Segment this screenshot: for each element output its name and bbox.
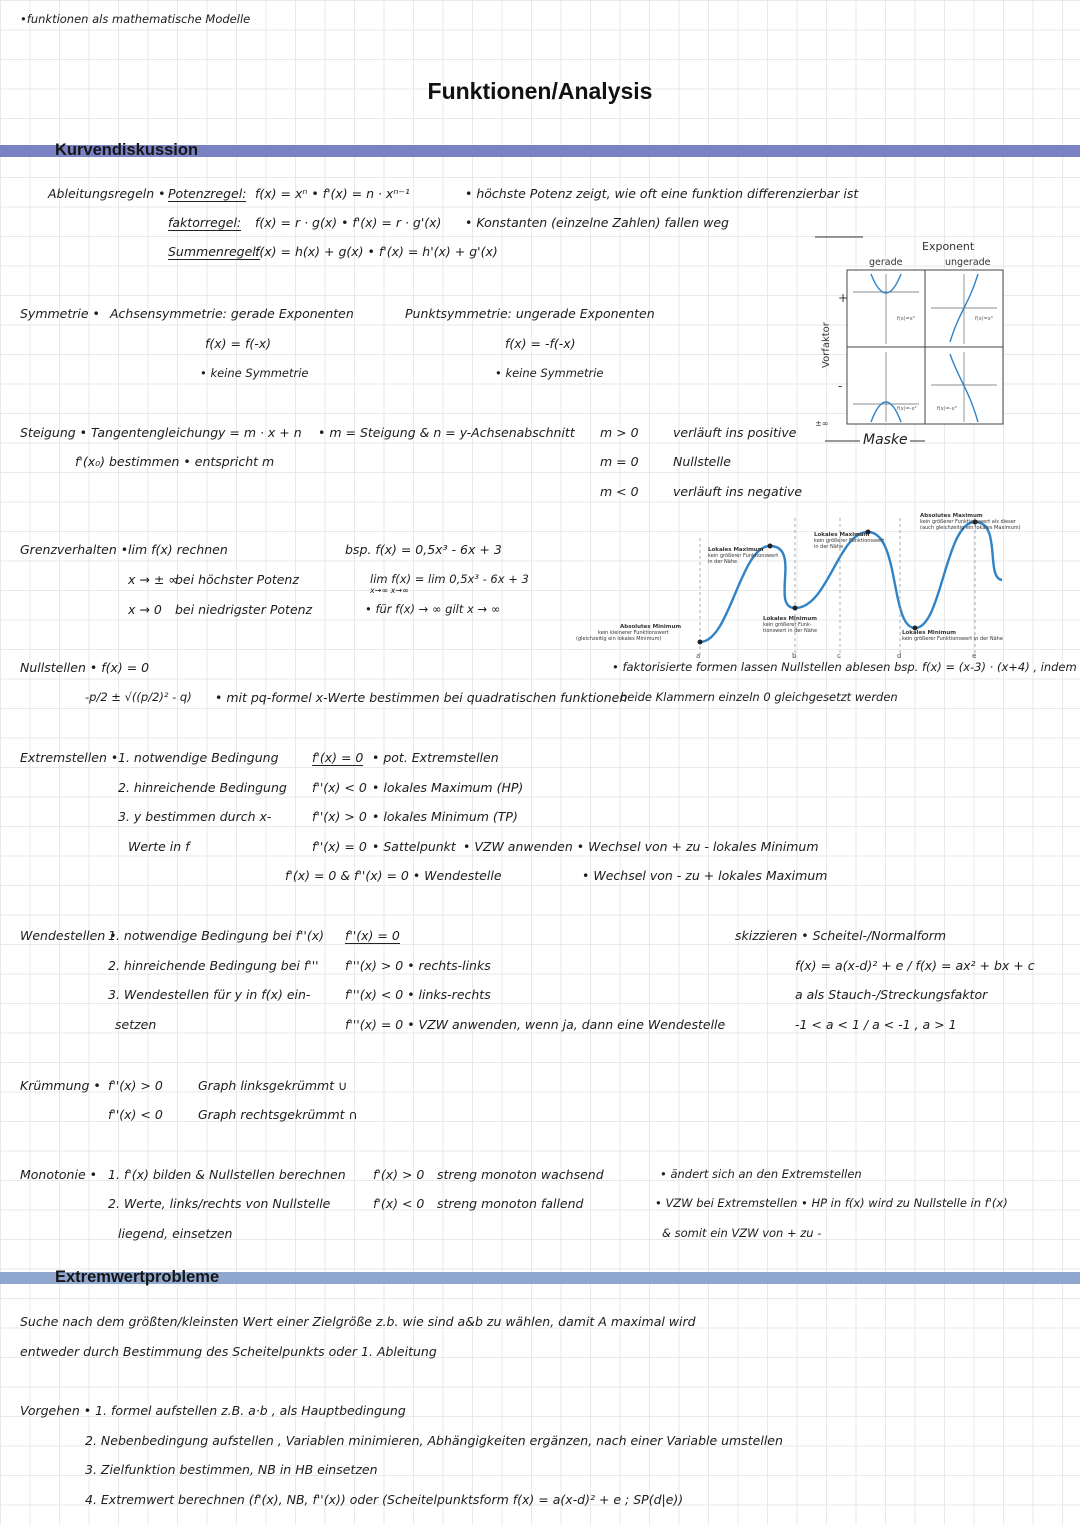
label-desc: in der Nähe bbox=[814, 544, 844, 550]
label-desc: kein größerer Funktionswert bbox=[814, 538, 885, 544]
rule-formula: f(x) = r · g(x) • f'(x) = r · g'(x) bbox=[255, 215, 442, 230]
figure-caption: Maske bbox=[863, 432, 908, 448]
kruemmung-label: Krümmung • bbox=[20, 1078, 101, 1093]
label-desc: (gleichzeitig ein lokales Minimum) bbox=[576, 636, 662, 642]
extrem-step: 3. y bestimmen durch x- bbox=[118, 809, 272, 824]
steigung-label: Steigung • Tangentengleichung bbox=[20, 425, 219, 440]
wende-cond: f'''(x) < 0 • links-rechts bbox=[345, 987, 491, 1002]
grenz-line1: lim f(x) rechnen bbox=[128, 542, 228, 557]
monotonie-note: & somit ein VZW von + zu - bbox=[662, 1226, 822, 1240]
extremwert-step: Vorgehen • 1. formel aufstellen z.B. a·b , als Hauptbedingung bbox=[20, 1403, 406, 1418]
axis-label: a bbox=[696, 652, 701, 660]
vorfaktor-inf: ±∞ bbox=[815, 419, 829, 428]
kruemmung-cond: f''(x) < 0 bbox=[108, 1107, 163, 1122]
label-desc: kein größerer Funk- bbox=[763, 622, 812, 628]
wende-cond: f''(x) = 0 bbox=[345, 928, 400, 943]
steigung-case: Nullstelle bbox=[673, 454, 731, 469]
tangent-explain: • m = Steigung & n = y-Achsenabschnitt bbox=[318, 425, 575, 440]
wende-step: 1. notwendige Bedingung bei f''(x) bbox=[108, 928, 324, 943]
axis-label: c bbox=[837, 652, 841, 660]
monotonie-text: streng monoton wachsend bbox=[437, 1167, 604, 1182]
grenz-example: bsp. f(x) = 0,5x³ - 6x + 3 bbox=[345, 542, 502, 557]
extrem-cond-text: • Sattelpunkt bbox=[372, 839, 456, 854]
label-desc: tionswert in der Nähe bbox=[763, 628, 818, 634]
label-desc: kein größerer Funktionswert bbox=[708, 553, 779, 559]
monotonie-note: • ändert sich an den Extremstellen bbox=[660, 1167, 862, 1181]
monotonie-text: streng monoton fallend bbox=[437, 1196, 584, 1211]
vorfaktor-plus: + bbox=[838, 291, 849, 305]
steigung-cond: m < 0 bbox=[600, 484, 639, 499]
extrem-label: Extremstellen • bbox=[20, 750, 119, 765]
faktor-line2: beide Klammern einzeln 0 gleichgesetzt werden bbox=[620, 690, 898, 704]
grenz-label: Grenzverhalten • bbox=[20, 542, 129, 557]
kruemmung-cond: f''(x) > 0 bbox=[108, 1078, 163, 1093]
label-desc: kein größerer Funktionswert in der Nähe bbox=[902, 636, 1003, 642]
extremwert-step: 3. Zielfunktion bestimmen, NB in HB einsetzen bbox=[85, 1462, 378, 1477]
extrem-step: 1. notwendige Bedingung bbox=[118, 750, 279, 765]
steigung-case: verläuft ins positive bbox=[673, 425, 797, 440]
grenz-cond: x → ± ∞ bbox=[128, 572, 179, 587]
extremwert-step: 2. Nebenbedingung aufstellen , Variablen minimieren, Abhängigkeiten ergänzen, nach einer Variable umstellen bbox=[85, 1433, 783, 1448]
monotonie-step: 2. Werte, links/rechts von Nullstelle bbox=[108, 1196, 331, 1211]
punktsymmetrie-formula: f(x) = -f(-x) bbox=[505, 336, 576, 351]
monotonie-step: 1. f'(x) bilden & Nullstellen berechnen bbox=[108, 1167, 346, 1182]
wende-step: 3. Wendestellen für y in f(x) ein- bbox=[108, 987, 311, 1002]
skizze-line: -1 < a < 1 / a < -1 , a > 1 bbox=[795, 1017, 957, 1032]
label-desc: kein größerer Funktionswert als dieser bbox=[920, 519, 1016, 525]
extremwert-intro: Suche nach dem größten/kleinsten Wert einer Zielgröße z.b. wie sind a&b zu wählen, damit A maximal wird bbox=[20, 1314, 696, 1329]
label-desc: (auch gleichzeitig ein lokales Maximum) bbox=[920, 525, 1021, 531]
extrema-figure bbox=[570, 508, 1070, 660]
achsensymmetrie-formula: f(x) = f(-x) bbox=[205, 336, 272, 351]
steigung-cond: m = 0 bbox=[600, 454, 639, 469]
extremwert-step: 4. Extremwert berechnen (f'(x), NB, f''(x)) oder (Scheitelpunktsform f(x) = a(x-d)² + e ; SP(d|e)) bbox=[85, 1492, 684, 1507]
vorfaktor-label: Vorfaktor bbox=[821, 322, 832, 368]
extrem-step: 2. hinreichende Bedingung bbox=[118, 780, 287, 795]
extremwert-intro: entweder durch Bestimmung des Scheitelpunkts oder 1. Ableitung bbox=[20, 1344, 437, 1359]
grenz-example-lim: lim f(x) = lim 0,5x³ - 6x + 3 bbox=[370, 572, 529, 586]
skizze-line: a als Stauch-/Streckungsfaktor bbox=[795, 987, 988, 1002]
label-title: Lokales Minimum bbox=[902, 630, 956, 636]
extrem-cond: f''(x) = 0 bbox=[312, 839, 367, 854]
monotonie-cond: f'(x) > 0 bbox=[373, 1167, 425, 1182]
wende-step: setzen bbox=[115, 1017, 157, 1032]
grenz-example-lim-sub: x→∞ x→∞ bbox=[370, 586, 409, 595]
extrem-cond: f''(x) > 0 bbox=[312, 809, 367, 824]
steigung-cond: m > 0 bbox=[600, 425, 639, 440]
extrem-cond: f'(x) = 0 bbox=[312, 750, 364, 765]
grenz-text: bei höchster Potenz bbox=[175, 572, 299, 587]
page-subtitle: •funktionen als mathematische Modelle bbox=[20, 12, 251, 26]
rule-name: faktorregel: bbox=[168, 215, 242, 230]
section-heading-extremwert: Extremwertprobleme bbox=[55, 1268, 220, 1286]
ableitung-note: • Konstanten (einzelne Zahlen) fallen weg bbox=[465, 215, 729, 230]
wende-step: 2. hinreichende Bedingung bei f''' bbox=[108, 958, 319, 973]
cell-label: f(x)=x² bbox=[897, 316, 915, 322]
rule-formula: f(x) = h(x) + g(x) • f'(x) = h'(x) + g'(x) bbox=[255, 244, 498, 259]
symmetrie-label: Symmetrie • bbox=[20, 306, 100, 321]
axis-label: b bbox=[792, 652, 797, 660]
axis-label: d bbox=[897, 652, 902, 660]
label-desc: kein kleinerer Funktionswert bbox=[598, 630, 669, 636]
vorfaktor-minus: - bbox=[838, 379, 843, 393]
skizze-line: skizzieren • Scheitel-/Normalform bbox=[735, 928, 947, 943]
extrem-cond-text: • lokales Maximum (HP) bbox=[372, 780, 524, 795]
label-title: Absolutes Maximum bbox=[920, 513, 983, 519]
section-heading-kurvendiskussion: Kurvendiskussion bbox=[55, 141, 199, 159]
grenz-example-result: • für f(x) → ∞ gilt x → ∞ bbox=[365, 602, 501, 616]
extrem-cond: f''(x) < 0 bbox=[312, 780, 367, 795]
kruemmung-text: Graph linksgekrümmt ∪ bbox=[198, 1078, 348, 1093]
pq-text: • mit pq-formel x-Werte bestimmen bei quadratischen funktionen bbox=[215, 690, 628, 705]
wende-label: Wendestellen • bbox=[20, 928, 117, 943]
exponent-title: Exponent bbox=[922, 240, 975, 253]
cell-label: f(x)=-x³ bbox=[937, 406, 957, 412]
extrem-vzw2: • Wechsel von - zu + lokales Maximum bbox=[582, 868, 828, 883]
pq-formula: -p/2 ± √((p/2)² - q) bbox=[85, 690, 192, 704]
exponent-figure bbox=[805, 232, 1045, 457]
monotonie-step: liegend, einsetzen bbox=[118, 1226, 233, 1241]
nullstellen-label: Nullstellen • f(x) = 0 bbox=[20, 660, 150, 675]
punktsymmetrie-title: Punktsymmetrie: ungerade Exponenten bbox=[405, 306, 655, 321]
wende-cond: f'''(x) > 0 • rechts-links bbox=[345, 958, 491, 973]
page-title: Funktionen/Analysis bbox=[427, 78, 653, 104]
achsensymmetrie-note: • keine Symmetrie bbox=[200, 366, 309, 380]
steigung-case: verläuft ins negative bbox=[673, 484, 803, 499]
exponent-col-odd: ungerade bbox=[945, 257, 991, 268]
axis-label: e bbox=[972, 652, 977, 660]
rule-name: Potenzregel: bbox=[168, 186, 247, 201]
grenz-cond: x → 0 bbox=[128, 602, 162, 617]
monotonie-note: • VZW bei Extremstellen • HP in f(x) wird zu Nullstelle in f'(x) bbox=[655, 1196, 1008, 1210]
label-desc: in der Nähe bbox=[708, 559, 738, 565]
label-title: Absolutes Minimum bbox=[620, 624, 682, 630]
extrem-cond-text: • lokales Minimum (TP) bbox=[372, 809, 518, 824]
label-title: Lokales Maximum bbox=[814, 532, 870, 538]
cell-label: f(x)=-x² bbox=[897, 406, 917, 412]
cell-label: f(x)=x³ bbox=[975, 316, 993, 322]
wende-cond: f'''(x) = 0 • VZW anwenden, wenn ja, dann eine Wendestelle bbox=[345, 1017, 726, 1032]
label-title: Lokales Maximum bbox=[708, 547, 764, 553]
monotonie-label: Monotonie • bbox=[20, 1167, 97, 1182]
exponent-col-even: gerade bbox=[869, 257, 903, 268]
label-title: Lokales Minimum bbox=[763, 616, 817, 622]
skizze-line: f(x) = a(x-d)² + e / f(x) = ax² + bx + c bbox=[795, 958, 1035, 973]
extrem-step: Werte in f bbox=[128, 839, 190, 854]
steigung-line2: f'(x₀) bestimmen • entspricht m bbox=[75, 454, 275, 469]
tangent-formula: y = m · x + n bbox=[218, 425, 302, 440]
rule-name: Summenregel: bbox=[168, 244, 260, 259]
kruemmung-text: Graph rechtsgekrümmt ∩ bbox=[198, 1107, 358, 1122]
extrem-wende: f'(x) = 0 & f''(x) = 0 • Wendestelle bbox=[285, 868, 502, 883]
monotonie-cond: f'(x) < 0 bbox=[373, 1196, 425, 1211]
punktsymmetrie-note: • keine Symmetrie bbox=[495, 366, 604, 380]
ableitung-label: Ableitungsregeln • bbox=[48, 186, 166, 201]
extrem-cond-text: • pot. Extremstellen bbox=[372, 750, 499, 765]
ableitung-note: • höchste Potenz zeigt, wie oft eine funktion differenzierbar ist bbox=[465, 186, 859, 201]
faktor-line1: • faktorisierte formen lassen Nullstellen ablesen bsp. f(x) = (x-3) · (x+4) , indem bbox=[612, 660, 1077, 674]
achsensymmetrie-title: Achsensymmetrie: gerade Exponenten bbox=[110, 306, 354, 321]
extrem-vzw: • VZW anwenden • Wechsel von + zu - lokales Minimum bbox=[463, 839, 819, 854]
rule-formula: f(x) = xⁿ • f'(x) = n · xⁿ⁻¹ bbox=[255, 186, 410, 201]
grenz-text: bei niedrigster Potenz bbox=[175, 602, 313, 617]
